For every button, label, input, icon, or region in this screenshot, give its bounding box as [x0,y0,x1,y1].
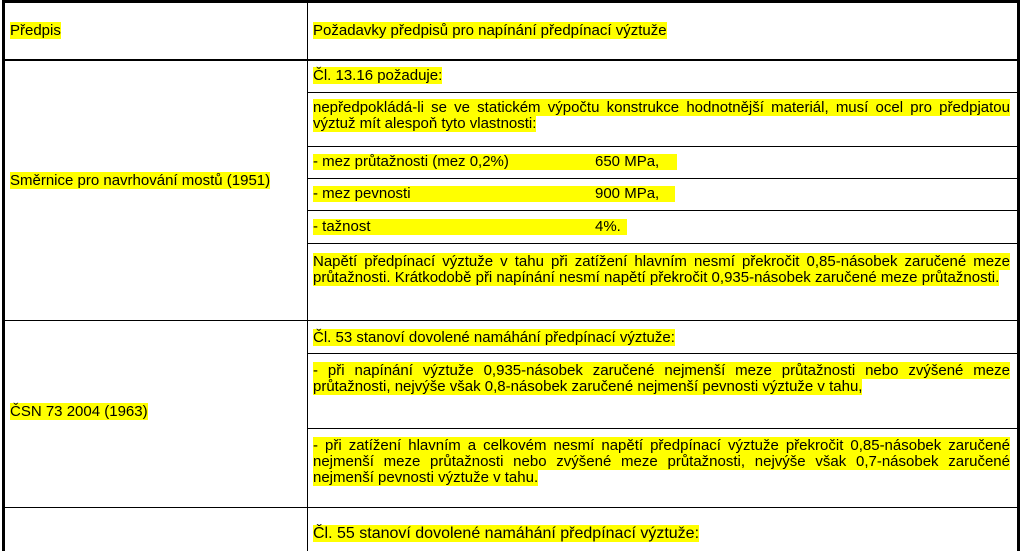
row3-intro: Čl. 55 stanoví dovolené namáhání předpínací výztuže: [313,525,700,542]
row2-para1: - při napínání výztuže 0,935-násobek zaručené nejmenší meze průtažnosti nebo zvýšené meze průtažnosti, nejvýše však 0,8-násobek zaručené nejmenší pevnosti výztuže v tahu, [313,362,1010,395]
row-divider [2,320,1020,321]
row1-regulation: Směrnice pro navrhování mostů (1951) [10,172,271,189]
header-left-cell [10,23,61,39]
row1-intro: Čl. 13.16 požaduje: [313,67,443,84]
inner-divider [307,243,1020,244]
inner-divider [307,210,1020,211]
column-divider [307,0,308,551]
row2-intro: Čl. 53 stanoví dovolené namáhání předpínací výztuže: [313,329,675,346]
property-label: - mez průtažnosti (mez 0,2%) 650 MPa, [313,154,677,170]
inner-divider [307,146,1020,147]
header-predpis: Předpis [10,22,61,39]
inner-divider [307,92,1020,93]
inner-divider [307,178,1020,179]
inner-divider [307,353,1020,354]
row2-regulation: ČSN 73 2004 (1963) [10,403,148,420]
property-label: - mez pevnosti 900 MPa, [313,186,675,202]
header-requirements: Požadavky předpisů pro napínání předpínací výztuže [313,22,667,39]
row1-para2: Napětí předpínací výztuže v tahu při zatížení hlavním nesmí překročit 0,85-násobek zaručené meze průtažnosti. Krátkodobě při napínání nesmí napětí překročit 0,935-násobek zaručené meze průtažnosti. [313,253,1010,286]
row2-para2: - při zatížení hlavním a celkovém nesmí napětí předpínací výztuže překročit 0,85-násobek zaručené nejmenší meze průtažnosti nebo zvýšené meze průtažnosti, nejvýše však 0,7-násobek zaručené nejmenší pevnosti výztuže v tahu. [313,437,1010,486]
row2-left-cell [10,404,290,420]
property-label: - tažnost 4%. [313,219,627,235]
row1-para1: nepředpokládá-li se ve statickém výpočtu konstrukce hodnotnější materiál, musí ocel pro předpjatou výztuž mít alespoň tyto vlastnosti: [313,99,1010,132]
header-right-cell [313,23,667,39]
inner-divider [307,428,1020,429]
row-divider [2,507,1020,508]
row-divider [2,59,1020,61]
row1-left-cell [10,173,290,189]
